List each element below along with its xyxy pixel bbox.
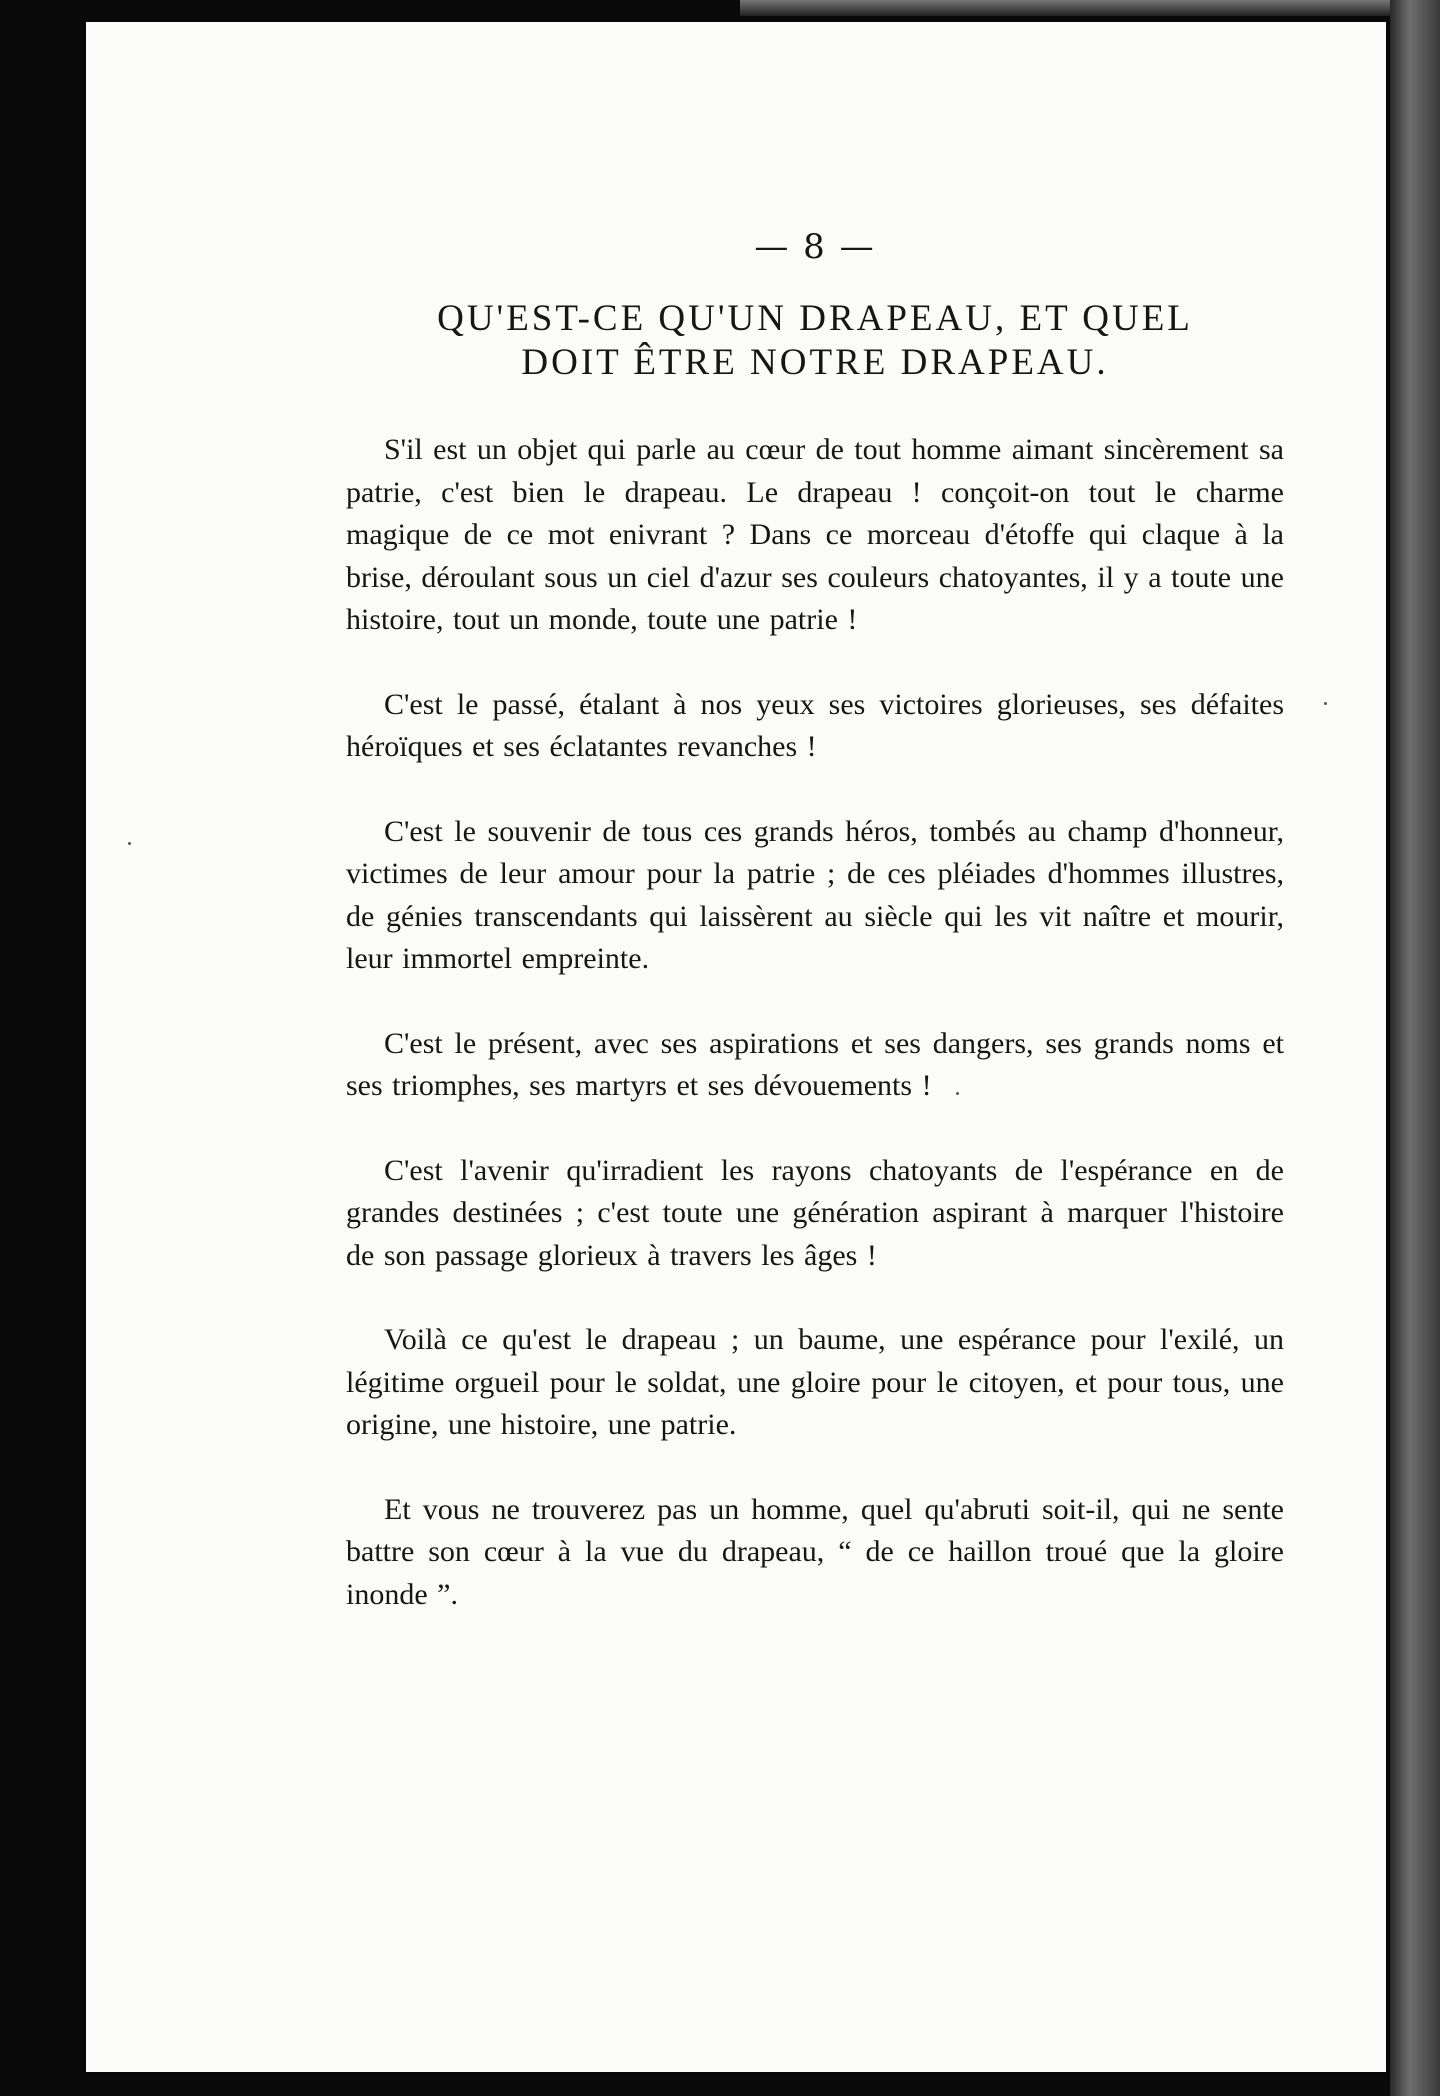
body-paragraph: S'il est un objet qui parle au cœur de tout homme aimant sincèrement sa patrie, c'est bien le drapeau. Le drapeau ! conçoit-on tout le charme magique de ce mot enivrant ? Dans ce morceau d'étoffe qui claque à la brise, déroulant sous un ciel d'azur ses couleurs chatoyantes, il y a toute une histoire, tout un monde, toute une patrie !	[346, 433, 1284, 636]
page-number: — 8 —	[754, 227, 876, 267]
scan-top-border	[740, 0, 1440, 16]
scan-speck	[1324, 702, 1327, 705]
body-paragraph: C'est le présent, avec ses aspirations et ses dangers, ses grands noms et ses triomphes, ses martyrs et ses dévouements !	[346, 1026, 1284, 1102]
chapter-heading-line-2: DOIT ÊTRE NOTRE DRAPEAU.	[521, 342, 1109, 383]
body-paragraph: C'est le passé, étalant à nos yeux ses victoires glorieuses, ses défaites héroïques et ses éclatantes revanches !	[346, 687, 1284, 763]
book-page	[86, 22, 1386, 2072]
scan-right-border	[1390, 0, 1440, 2096]
body-paragraph: C'est le souvenir de tous ces grands héros, tombés au champ d'honneur, victimes de leur amour pour la patrie ; de ces pléiades d'hommes illustres, de génies transcendants qui laissèrent au siècle qui les vit naître et mourir, leur immortel empreinte.	[346, 814, 1284, 975]
body-paragraph: C'est l'avenir qu'irradient les rayons chatoyants de l'espérance en de grandes destinées ; c'est toute une génération aspirant à marquer l'histoire de son passage glorieux à travers les âges !	[346, 1153, 1284, 1272]
page-text-block	[346, 227, 1284, 1616]
chapter-heading	[346, 297, 1284, 385]
body-paragraph: Et vous ne trouverez pas un homme, quel qu'abruti soit-il, qui ne sente battre son cœur à la vue du drapeau, “ de ce haillon troué que la gloire inonde ”.	[346, 1492, 1284, 1611]
scan-speck	[128, 842, 131, 845]
chapter-heading-line-1: QU'EST-CE QU'UN DRAPEAU, ET QUEL	[437, 298, 1193, 339]
body-paragraph: Voilà ce qu'est le drapeau ; un baume, une espérance pour l'exilé, un légitime orgueil pour le soldat, une gloire pour le citoyen, et pour tous, une origine, une histoire, une patrie.	[346, 1323, 1284, 1441]
